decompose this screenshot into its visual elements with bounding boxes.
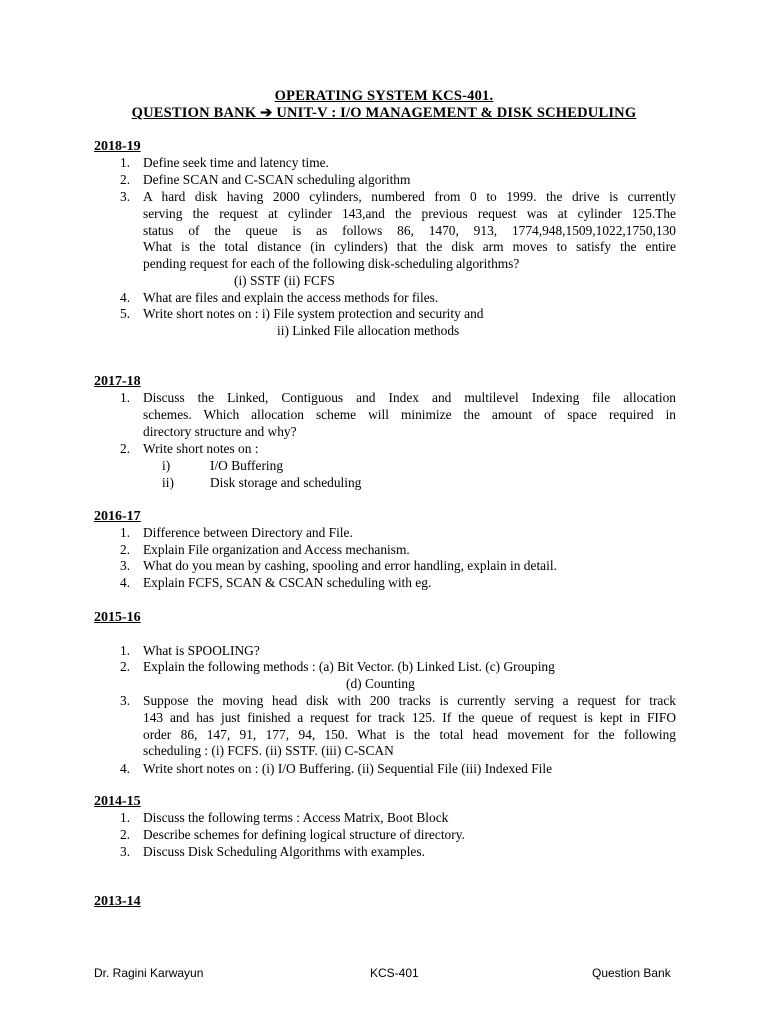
question-text bbox=[143, 390, 676, 440]
question-text: What do you mean by cashing, spooling and error handling, explain in detail. bbox=[143, 558, 557, 573]
year-heading-2013-14: 2013-14 bbox=[94, 894, 141, 909]
document-title: OPERATING SYSTEM KCS-401. bbox=[274, 88, 494, 104]
question-text: Discuss Disk Scheduling Algorithms with examples. bbox=[143, 844, 425, 859]
question-number: 3. bbox=[120, 693, 131, 708]
subtitle-part1: QUESTION BANK bbox=[131, 105, 261, 121]
question-number: 2. bbox=[120, 827, 131, 842]
question-number: 4. bbox=[120, 575, 131, 590]
footer-course-code: KCS-401 bbox=[370, 966, 419, 980]
question-line: 143 and has just finished a request for track 125. If the queue of request is kept in FIFO bbox=[143, 709, 676, 725]
year-heading-2016-17: 2016-17 bbox=[94, 509, 141, 524]
document-subtitle bbox=[0, 105, 768, 122]
question-text: Write short notes on : (i) I/O Buffering. (ii) Sequential File (iii) Indexed File bbox=[143, 761, 553, 776]
question-subpart: (d) Counting bbox=[346, 676, 415, 691]
question-line: Suppose the moving head disk with 200 tracks is currently serving a request for track bbox=[143, 693, 676, 708]
question-text: Describe schemes for defining logical structure of directory. bbox=[143, 827, 465, 842]
question-text: Explain FCFS, SCAN & CSCAN scheduling with eg. bbox=[143, 575, 432, 590]
question-line: schemes. Which allocation scheme will minimize the amount of space required in bbox=[143, 406, 676, 422]
question-text bbox=[143, 189, 676, 273]
subpart-number: i) bbox=[162, 458, 171, 473]
question-line: A hard disk having 2000 cylinders, numbered from 0 to 1999. the drive is currently bbox=[143, 189, 676, 204]
question-number: 1. bbox=[120, 525, 131, 540]
question-text: What is SPOOLING? bbox=[143, 643, 260, 658]
question-number: 2. bbox=[120, 441, 131, 456]
question-line: Discuss the Linked, Contiguous and Index and multilevel Indexing file allocation bbox=[143, 390, 676, 405]
question-text bbox=[143, 693, 676, 760]
question-subpart: ii) Linked File allocation methods bbox=[277, 323, 460, 338]
subpart-text: I/O Buffering bbox=[210, 458, 284, 473]
question-number: 1. bbox=[120, 390, 131, 405]
question-text: Write short notes on : i) File system protection and security and bbox=[143, 306, 484, 321]
question-number: 1. bbox=[120, 643, 131, 658]
question-number: 2. bbox=[120, 542, 131, 557]
question-number: 3. bbox=[120, 558, 131, 573]
question-line: order 86, 147, 91, 177, 94, 150. What is the total head movement for the following bbox=[143, 726, 676, 742]
year-heading-2018-19: 2018-19 bbox=[94, 139, 141, 154]
question-text: Discuss the following terms : Access Matrix, Boot Block bbox=[143, 810, 449, 825]
question-text: Define SCAN and C-SCAN scheduling algorithm bbox=[143, 172, 411, 187]
subtitle-part2: UNIT-V : I/O MANAGEMENT & DISK SCHEDULING bbox=[272, 105, 637, 121]
question-text: What are files and explain the access methods for files. bbox=[143, 290, 439, 305]
question-number: 5. bbox=[120, 306, 131, 321]
footer-label: Question Bank bbox=[592, 966, 671, 980]
question-number: 2. bbox=[120, 659, 131, 674]
footer-author: Dr. Ragini Karwayun bbox=[94, 966, 204, 980]
question-number: 4. bbox=[120, 290, 131, 305]
arrow-icon: ➔ bbox=[260, 105, 273, 121]
question-text: Explain File organization and Access mechanism. bbox=[143, 542, 410, 557]
subpart-number: ii) bbox=[162, 475, 174, 490]
question-number: 2. bbox=[120, 172, 131, 187]
question-number: 1. bbox=[120, 810, 131, 825]
question-number: 3. bbox=[120, 844, 131, 859]
question-number: 1. bbox=[120, 155, 131, 170]
question-text: Write short notes on : bbox=[143, 441, 259, 456]
question-line: scheduling : (i) FCFS. (ii) SSTF. (iii) C-SCAN bbox=[143, 743, 394, 759]
question-line: What is the total distance (in cylinders) that the disk arm moves to satisfy the entire bbox=[143, 239, 676, 255]
question-number: 4. bbox=[120, 761, 131, 776]
year-heading-2015-16: 2015-16 bbox=[94, 610, 141, 625]
year-heading-2014-15: 2014-15 bbox=[94, 794, 141, 809]
question-number: 3. bbox=[120, 189, 131, 204]
question-line: pending request for each of the following disk-scheduling algorithms? bbox=[143, 256, 520, 272]
subpart-text: Disk storage and scheduling bbox=[210, 475, 362, 490]
question-line: directory structure and why? bbox=[143, 423, 297, 439]
question-line: status of the queue is as follows 86, 1470, 913, 1774,948,1509,1022,1750,130 bbox=[143, 222, 676, 238]
year-heading-2017-18: 2017-18 bbox=[94, 374, 141, 389]
question-text: Define seek time and latency time. bbox=[143, 155, 329, 170]
question-subpart: (i) SSTF (ii) FCFS bbox=[234, 273, 335, 288]
question-text: Explain the following methods : (a) Bit Vector. (b) Linked List. (c) Grouping bbox=[143, 659, 555, 674]
question-line: serving the request at cylinder 143,and the previous request was at cylinder 125.The bbox=[143, 205, 676, 221]
question-text: Difference between Directory and File. bbox=[143, 525, 353, 540]
